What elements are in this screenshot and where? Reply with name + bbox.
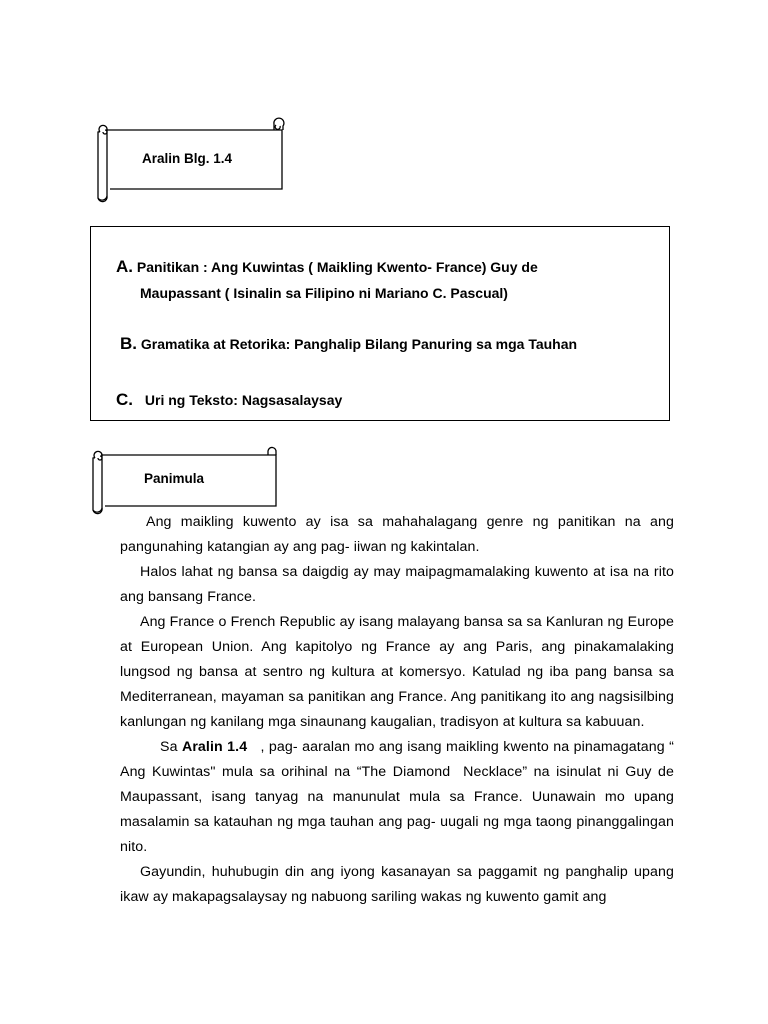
objective-c-text: Uri ng Teksto: Nagsasalaysay [144,392,343,408]
paragraph-3: Ang France o French Republic ay isang malayang bansa sa sa Kanluran ng Europe at European Union. Ang kapitolyo ng France ay ang Paris, ang pinakamalaking lungsod ng bansa at sentro ng kultura at komersyo. Katulad ng iba pang bansa sa Mediterranean, mayaman sa panitikan ang France. Ang panitikang ito ang nagsisilbing kanlungan ng kanilang mga sinaunang kaugalian, tradisyon at kultura sa kabuuan. [120,614,674,730]
objective-a-letter: A. [116,257,133,276]
objective-b [120,334,577,354]
paragraph-2: Halos lahat ng bansa sa daigdig ay may maipagmamalaking kuwento at isa na rito ang bansang France. [120,564,674,605]
objective-b-text: Gramatika at Retorika: Panghalip Bilang Panuring sa mga Tauhan [140,336,578,352]
paragraph-4-post: , pag- aaralan mo ang isang maikling kwento na pinamagatang “ Ang Kuwintas" mula sa orihinal na “The Diamond Necklace” na isinulat ni Guy de Maupassant, isang tanyag na manunulat mula sa France. Uunawain mo upang masalamin sa katauhan ng mga tauhan ang pag- uugali ng mga taong pinanggalingan nito. [120,739,679,855]
paragraph-1: Ang maikling kuwento ay isa sa mahahalagang genre ng panitikan na ang pangunahing katangian ay ang pag- iiwan ng kakintalan. [120,514,674,555]
lesson-objectives-box [90,226,670,421]
paragraph-4 [120,735,679,860]
intro-scroll-banner [90,448,282,512]
objective-c [116,390,342,410]
paragraph-4-pre: Sa [160,739,182,755]
lesson-scroll-banner [96,118,288,202]
objective-a-continuation [140,285,508,301]
paragraph-5: Gayundin, huhubugin din ang iyong kasanayan sa paggamit ng panghalip upang ikaw ay makapagsalaysay ng nabuong sariling wakas ng kuwento gamit ang [120,864,674,905]
objective-c-letter: C. [116,390,133,409]
paragraph-4-lesson-ref: Aralin 1.4 [181,739,248,755]
objective-a-text-line2: Maupassant ( Isinalin sa Filipino ni Mariano C. Pascual) [140,285,508,301]
lesson-body-text [120,510,679,910]
objective-a [116,257,538,277]
lesson-number-label: Aralin Blg. 1.4 [142,151,233,166]
intro-heading-label: Panimula [144,471,205,486]
objective-a-text-line1: Panitikan : Ang Kuwintas ( Maikling Kwento- France) Guy de [136,259,538,275]
objective-b-letter: B. [120,334,137,353]
